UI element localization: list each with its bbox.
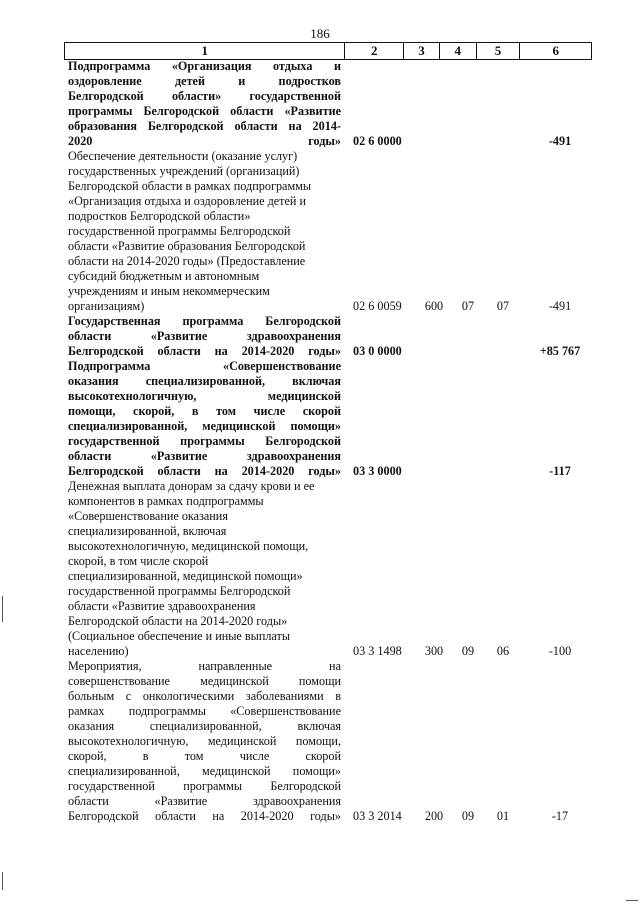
description-line: совершенствование медицинской помощи [68, 674, 341, 688]
row-code: 03 3 0000 [353, 464, 402, 478]
description-line: Государственная программа Белгородской [68, 314, 341, 328]
description-line: высокотехнологичную, медицинской [68, 389, 341, 403]
description-line: Белгородской области в рамках подпрограммы [68, 179, 312, 193]
row-expense-type: 200 [424, 809, 444, 823]
description-line: оказания специализированной, включая [68, 719, 341, 733]
description-line: 2020 годы» [68, 134, 341, 148]
row-code: 03 3 2014 [353, 809, 402, 823]
row-description [68, 59, 341, 149]
header-col-5: 5 [477, 43, 521, 59]
table-header-row [64, 42, 592, 60]
header-col-6: 6 [552, 43, 559, 58]
description-line: Обеспечение деятельности (оказание услуг) [68, 149, 298, 163]
header-col-2: 2 [345, 43, 404, 59]
description-line: Белгородской области» государственной [68, 89, 341, 103]
description-line: подростков Белгородской области» [68, 209, 251, 223]
description-line: Подпрограмма «Организация отдыха и [68, 59, 341, 73]
row-description [68, 149, 341, 314]
description-line: области «Развитие образования Белгородской [68, 239, 306, 253]
row-description [68, 659, 341, 824]
description-line: области «Развитие здравоохранения [68, 449, 341, 463]
scan-artifact-mark [2, 872, 3, 890]
table-row [68, 314, 590, 359]
row-code: 03 0 0000 [353, 344, 402, 358]
description-line: больным с онкологическими заболеваниями в [68, 689, 341, 703]
page-number: 186 [310, 26, 330, 41]
description-line: (Социальное обеспечение и иные выплаты [68, 629, 291, 643]
description-line: рамках подпрограммы «Совершенствование [68, 704, 341, 718]
description-line: Белгородской области на 2014-2020 годы» [68, 809, 341, 823]
row-amount: -491 [548, 299, 572, 313]
row-amount: -117 [549, 464, 571, 478]
table-row [68, 149, 590, 314]
row-description [68, 314, 341, 359]
row-description [68, 479, 341, 659]
description-line: государственной программы Белгородской [68, 779, 341, 793]
header-col-1: 1 [65, 43, 345, 59]
description-line: населению) [68, 644, 129, 658]
row-amount: +85 767 [539, 344, 581, 358]
description-line: области «Развитие здравоохранения [68, 329, 341, 343]
description-line: Мероприятия, направленные на [68, 659, 341, 673]
row-description [68, 359, 341, 479]
description-line: скорой, в том числе скорой [68, 749, 341, 763]
row-section: 09 [461, 809, 475, 823]
description-line: оказания специализированной, включая [68, 374, 341, 388]
description-line: области «Развитие здравоохранения [68, 599, 256, 613]
table-row [68, 59, 590, 149]
description-line: области «Развитие здравоохранения [68, 794, 341, 808]
description-line: образования Белгородской области на 2014- [68, 119, 341, 133]
description-line: специализированной, медицинской помощи» [68, 569, 303, 583]
description-line: специализированной, включая [68, 524, 227, 538]
description-line: государственных учреждений (организаций) [68, 164, 300, 178]
header-col-3: 3 [404, 43, 440, 59]
header-col-4: 4 [440, 43, 477, 59]
description-line: субсидий бюджетным и автономным [68, 269, 260, 283]
row-section: 09 [461, 644, 475, 658]
description-line: учреждениям и иным некоммерческим [68, 284, 270, 298]
row-amount: -491 [548, 134, 572, 148]
description-line: государственной программы Белгородской [68, 434, 341, 448]
description-line: организациям) [68, 299, 145, 313]
table-row [68, 479, 590, 659]
row-expense-type: 300 [424, 644, 444, 658]
row-expense-type: 600 [424, 299, 444, 313]
description-line: Белгородской области на 2014-2020 годы» [68, 344, 341, 358]
description-line: оздоровление детей и подростков [68, 74, 341, 88]
row-subsection: 06 [496, 644, 510, 658]
description-line: «Совершенствование оказания [68, 509, 228, 523]
description-line: Денежная выплата донорам за сдачу крови и ее [68, 479, 315, 493]
row-amount: -17 [551, 809, 569, 823]
description-line: «Организация отдыха и оздоровление детей и [68, 194, 307, 208]
description-line: высокотехнологичную, медицинской помощи, [68, 734, 341, 748]
description-line: Белгородской области на 2014-2020 годы» [68, 464, 341, 478]
description-line: государственной программы Белгородской [68, 224, 291, 238]
description-line: скорой, в том числе скорой [68, 554, 209, 568]
row-amount: -100 [548, 644, 572, 658]
row-subsection: 07 [496, 299, 510, 313]
table-row [68, 359, 590, 479]
description-line: программы Белгородской области «Развитие [68, 104, 341, 118]
description-line: высокотехнологичную, медицинской помощи, [68, 539, 309, 553]
row-code: 03 3 1498 [353, 644, 402, 658]
description-line: компонентов в рамках подпрограммы [68, 494, 264, 508]
row-section: 07 [461, 299, 475, 313]
row-subsection: 01 [496, 809, 510, 823]
description-line: специализированной, медицинской помощи» [68, 419, 341, 433]
description-line: государственной программы Белгородской [68, 584, 291, 598]
scan-artifact-mark [2, 596, 3, 622]
scan-artifact-mark [626, 900, 638, 901]
description-line: Белгородской области на 2014-2020 годы» [68, 614, 288, 628]
description-line: помощи, скорой, в том числе скорой [68, 404, 341, 418]
description-line: Подпрограмма «Совершенствование [68, 359, 341, 373]
description-line: специализированной, медицинской помощи» [68, 764, 341, 778]
row-code: 02 6 0000 [353, 134, 402, 148]
description-line: области на 2014-2020 годы» (Предоставление [68, 254, 306, 268]
row-code: 02 6 0059 [353, 299, 402, 313]
table-row [68, 659, 590, 824]
